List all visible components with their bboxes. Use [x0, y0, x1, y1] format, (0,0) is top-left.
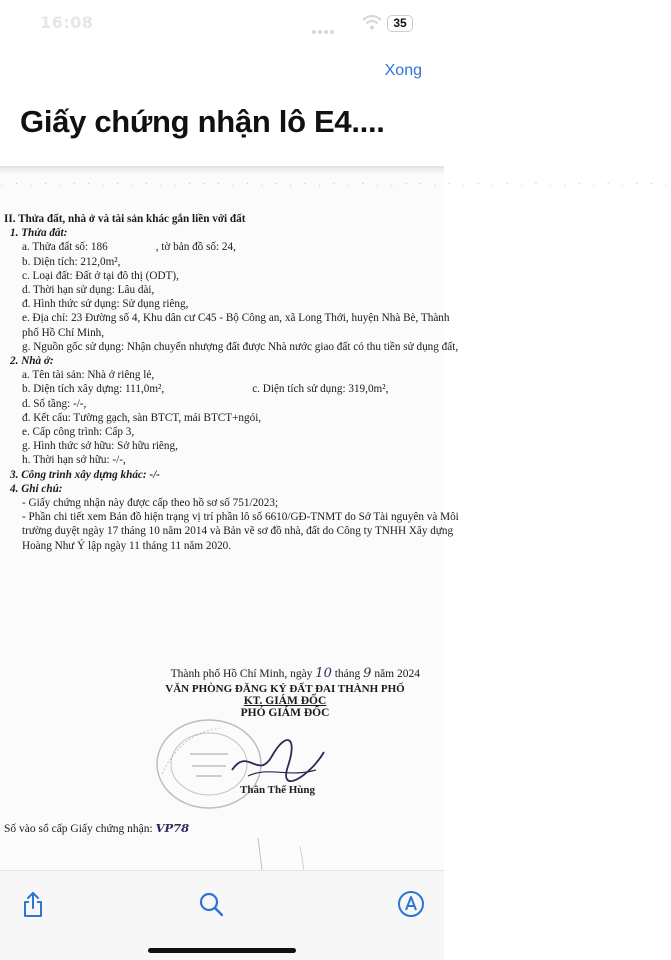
wifi-icon [362, 15, 382, 31]
signer-name: Thân Thế Hùng [240, 784, 316, 796]
other-works: 3. Công trình xây dựng khác: -/- [10, 468, 160, 481]
land-address: e. Địa chỉ: 23 Đường số 4, Khu dân cư C45 - Bộ Công an, xã Long Thới, huyện Nhà Bè, Thành [22, 312, 450, 325]
status-time: 16:08 [40, 13, 94, 32]
search-icon[interactable] [196, 889, 226, 919]
land-use-form: đ. Hình thức sử dụng: Sử dụng riêng, [22, 298, 189, 311]
battery-indicator: 35 [387, 15, 413, 32]
note-line: Hoàng Như Ý lập ngày 11 tháng 11 năm 2020. [22, 539, 232, 552]
land-heading: 1. Thửa đất: [10, 227, 68, 240]
scan-artifact [0, 838, 444, 870]
photo-edge-shadow [0, 166, 444, 174]
done-button[interactable]: Xong [384, 62, 422, 79]
house-ownership: g. Hình thức sở hữu: Sở hữu riêng, [22, 440, 178, 453]
house-heading: 2. Nhà ở: [10, 355, 54, 368]
share-icon[interactable] [18, 889, 48, 919]
deputy-director-line: PHÓ GIÁM ĐỐC [240, 707, 330, 719]
place-date: Thành phố Hồ Chí Minh, ngày 10 tháng 9 năm 2024 [170, 666, 420, 681]
note-line: - Phần chi tiết xem Bản đồ hiện trạng vị trí phần lô số 6610/GĐ-TNMT do Sở Tài nguyên và Môi [22, 511, 459, 524]
land-area: b. Diện tích: 212,0m², [22, 255, 121, 268]
house-areas: b. Diện tích xây dựng: 111,0m², c. Diện tích sử dụng: 319,0m², [22, 383, 389, 396]
certificate-body [4, 212, 459, 553]
house-grade: e. Cấp công trình: Cấp 3, [22, 426, 135, 439]
cellular-icon [312, 21, 336, 39]
house-structure: đ. Kết cấu: Tường gạch, sàn BTCT, mái BTCT+ngói, [22, 411, 262, 424]
registry-number: Số vào sổ cấp Giấy chứng nhận: VP78 [4, 821, 190, 835]
land-address-cont: phố Hồ Chí Minh, [22, 326, 105, 339]
house-term: h. Thời hạn sở hữu: -/-, [22, 454, 126, 467]
bottom-toolbar [0, 870, 444, 960]
section-heading: II. Thửa đất, nhà ở và tài sản khác gắn liền với đất [4, 213, 246, 225]
land-lot-number: a. Thửa đất số: 186 , tờ bản đồ số: 24, [22, 241, 236, 254]
land-type: c. Loại đất: Đất ở tại đô thị (ODT), [22, 269, 179, 282]
land-origin: g. Nguồn gốc sử dụng: Nhận chuyển nhượng đất được Nhà nước giao đất có thu tiền sử dụng đất, [22, 340, 459, 353]
scan-noise: . · . · . · · . · . · . . · · · . · . · . · . · . · . . · · . · . · . · . · . . · . · . · · . [0, 180, 671, 188]
issuing-office: VĂN PHÒNG ĐĂNG KÝ ĐẤT ĐAI THÀNH PHỐ [165, 683, 405, 695]
status-bar [0, 0, 444, 46]
house-floors: d. Số tầng: -/-, [22, 397, 87, 410]
page-title: Giấy chứng nhận lô E4.... [20, 104, 385, 139]
notes-heading: 4. Ghi chú: [10, 482, 63, 495]
signature-block [140, 666, 430, 719]
director-line: KT. GIÁM ĐỐC [243, 695, 327, 707]
markup-icon[interactable] [396, 889, 426, 919]
land-term: d. Thời hạn sử dụng: Lâu dài, [22, 284, 155, 297]
home-indicator[interactable] [148, 948, 296, 953]
house-asset-name: a. Tên tài sản: Nhà ở riêng lẻ, [22, 369, 155, 382]
document-image [0, 166, 671, 870]
note-line: trường duyệt ngày 17 tháng 10 năm 2014 và Bản vẽ sơ đồ nhà, đất do Công ty TNHH Xây dựng [22, 525, 454, 538]
note-line: - Giấy chứng nhận này được cấp theo hồ sơ số 751/2023; [22, 497, 279, 510]
handwritten-signature [228, 726, 328, 786]
